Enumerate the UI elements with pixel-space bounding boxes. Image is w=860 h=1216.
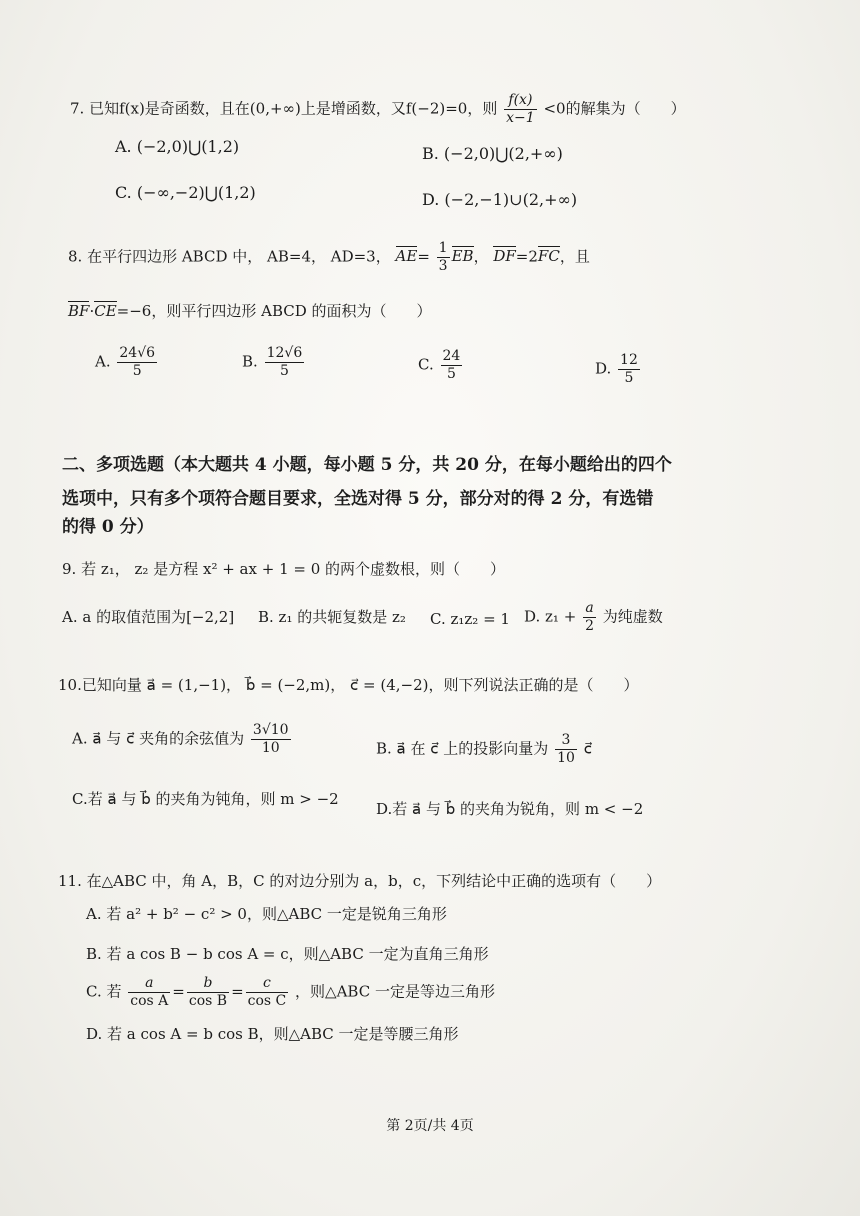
q8-stem-c: =−6，则平行四边形 ABCD 的面积为（ ） xyxy=(116,302,432,320)
q7-frac-num: f(x) xyxy=(504,92,537,110)
q8-option-a xyxy=(95,345,159,380)
q11-c-eq1: = xyxy=(172,982,185,1001)
q8-b-label: B. xyxy=(242,352,258,371)
q10-b-post: c⃗ xyxy=(583,739,592,758)
q11-option-b: B. 若 a cos B − b cos A = c，则△ABC 一定为直角三角形 xyxy=(86,945,489,963)
q8-a-den: 5 xyxy=(132,362,142,379)
q10-b-pre: B. a⃗ 在 c⃗ 上的投影向量为 xyxy=(376,739,549,758)
q11-option-a: A. 若 a² + b² − c² > 0，则△ABC 一定是锐角三角形 xyxy=(86,905,447,923)
q7-option-b: B. (−2,0)⋃(2,+∞) xyxy=(422,144,563,163)
q7-stem-tail: <0的解集为（ ） xyxy=(543,99,686,118)
q7-option-a: A. (−2,0)⋃(1,2) xyxy=(115,137,240,156)
q8-vec-df: DF xyxy=(493,247,516,266)
q9-d-pre: D. z₁ + xyxy=(524,607,577,626)
q8-vec-ae: AE xyxy=(395,247,418,266)
q8-stem-line2 xyxy=(68,302,432,320)
q8-vec-ce: CE xyxy=(94,302,117,320)
q8-stem-b: ，且 xyxy=(559,247,590,266)
q8-d-num: 12 xyxy=(620,352,638,368)
q8-a-num: 24√6 xyxy=(119,345,156,361)
q11-c-pre: C. 若 xyxy=(86,982,122,1001)
q8-d-label: D. xyxy=(595,359,612,378)
page-footer: 第 2页/共 4页 xyxy=(386,1118,474,1134)
q11-c-frac2 xyxy=(187,975,229,1010)
q10-option-b xyxy=(376,732,592,767)
q7-stem-text: 7. 已知f(x)是奇函数，且在(0,+∞)上是增函数，又f(−2)=0，则 xyxy=(70,99,498,118)
q11-c-d3: cos C xyxy=(247,992,287,1009)
q8-third xyxy=(437,240,450,275)
q8-vec-bf: BF xyxy=(68,302,90,320)
section2-line1: 二、多项选题（本大题共 4 小题，每小题 5 分，共 20 分，在每小题给出的四个 xyxy=(62,455,672,475)
q7-stem xyxy=(70,92,686,127)
q9-stem: 9. 若 z₁， z₂ 是方程 x² + ax + 1 = 0 的两个虚数根，则（ ） xyxy=(62,560,506,578)
q10-a-num: 3√10 xyxy=(252,722,289,738)
q7-option-d: D. (−2,−1)∪(2,+∞) xyxy=(422,190,578,209)
q10-option-a xyxy=(72,722,293,757)
q8-vec-fc: FC xyxy=(537,247,560,266)
q8-a-label: A. xyxy=(95,352,111,371)
q9-d-den: 2 xyxy=(585,617,594,634)
q9-option-d xyxy=(524,600,663,635)
q11-c-frac3 xyxy=(246,975,289,1010)
q11-c-d1: cos A xyxy=(130,992,169,1009)
q9-option-c: C. z₁z₂ = 1 xyxy=(430,610,510,628)
q8-c-label: C. xyxy=(418,355,434,374)
q11-option-c xyxy=(86,975,495,1010)
q10-a-den: 10 xyxy=(261,739,280,756)
q10-a-frac xyxy=(251,722,291,757)
q8-c-frac xyxy=(441,348,463,383)
q8-eq2: =2 xyxy=(515,247,538,266)
q8-c-den: 5 xyxy=(446,365,456,382)
section2-line3: 的得 0 分） xyxy=(62,517,154,537)
q8-option-d xyxy=(595,352,642,387)
q8-d-frac xyxy=(618,352,640,387)
q7-fraction xyxy=(504,92,537,127)
q8-eq1: = xyxy=(417,247,430,266)
q11-c-frac1 xyxy=(128,975,170,1010)
q7-frac-den: x−1 xyxy=(506,109,535,126)
q11-c-post: ，则△ABC 一定是等边三角形 xyxy=(295,982,495,1001)
q9-option-b: B. z₁ 的共轭复数是 z₂ xyxy=(258,608,406,626)
q8-third-num: 1 xyxy=(438,240,448,256)
q9-d-num: a xyxy=(583,600,596,618)
q8-vec-eb: EB xyxy=(451,247,474,266)
q11-option-d: D. 若 a cos A = b cos B，则△ABC 一定是等腰三角形 xyxy=(86,1025,459,1043)
q8-third-den: 3 xyxy=(438,257,448,274)
q11-c-n3: c xyxy=(246,975,289,993)
q8-b-num: 12√6 xyxy=(266,345,303,361)
section2-line2: 选项中，只有多个项符合题目要求，全选对得 5 分，部分对的得 2 分，有选错 xyxy=(62,489,654,509)
q8-option-c xyxy=(418,348,464,383)
q10-option-d: D.若 a⃗ 与 b⃗ 的夹角为锐角，则 m < −2 xyxy=(376,800,644,818)
q10-stem: 10.已知向量 a⃗ = (1,−1)， b⃗ = (−2,m)， c⃗ = (4,−2)，则下列说法正确的是（ ） xyxy=(58,676,639,694)
q8-a-frac xyxy=(117,345,157,380)
q11-c-d2: cos B xyxy=(188,992,228,1009)
q11-c-n1: a xyxy=(128,975,170,993)
q9-option-a: A. a 的取值范围为[−2,2] xyxy=(62,608,235,626)
q9-d-frac xyxy=(583,600,596,635)
q10-b-num: 3 xyxy=(555,732,577,750)
q10-option-c: C.若 a⃗ 与 b⃗ 的夹角为钝角，则 m > −2 xyxy=(72,790,339,808)
q8-b-den: 5 xyxy=(279,362,289,379)
q11-c-n2: b xyxy=(187,975,229,993)
q9-d-post: 为纯虚数 xyxy=(602,607,663,626)
q8-b-frac xyxy=(265,345,305,380)
q7-option-c: C. (−∞,−2)⋃(1,2) xyxy=(115,183,256,202)
q8-c-num: 24 xyxy=(442,348,461,364)
q8-d-den: 5 xyxy=(624,369,634,386)
q10-b-frac xyxy=(555,732,577,767)
q8-dot: · xyxy=(89,302,95,320)
q10-b-den: 10 xyxy=(557,749,575,766)
q11-c-eq2: = xyxy=(231,982,244,1001)
q8-stem-line1: 8. 在平行四边形 ABCD 中， AB=4， AD=3， AE= $\frac{1}{3}$ EB， DF=2FC，且 xyxy=(68,240,590,274)
q8-option-b xyxy=(242,345,306,380)
q11-stem: 11. 在△ABC 中，角 A，B，C 的对边分别为 a，b，c，下列结论中正确的选项有（ ） xyxy=(58,872,662,890)
q8-stem-a: 8. 在平行四边形 ABCD 中， AB=4， AD=3， xyxy=(68,247,391,266)
q10-a-pre: A. a⃗ 与 c⃗ 夹角的余弦值为 xyxy=(72,729,245,748)
